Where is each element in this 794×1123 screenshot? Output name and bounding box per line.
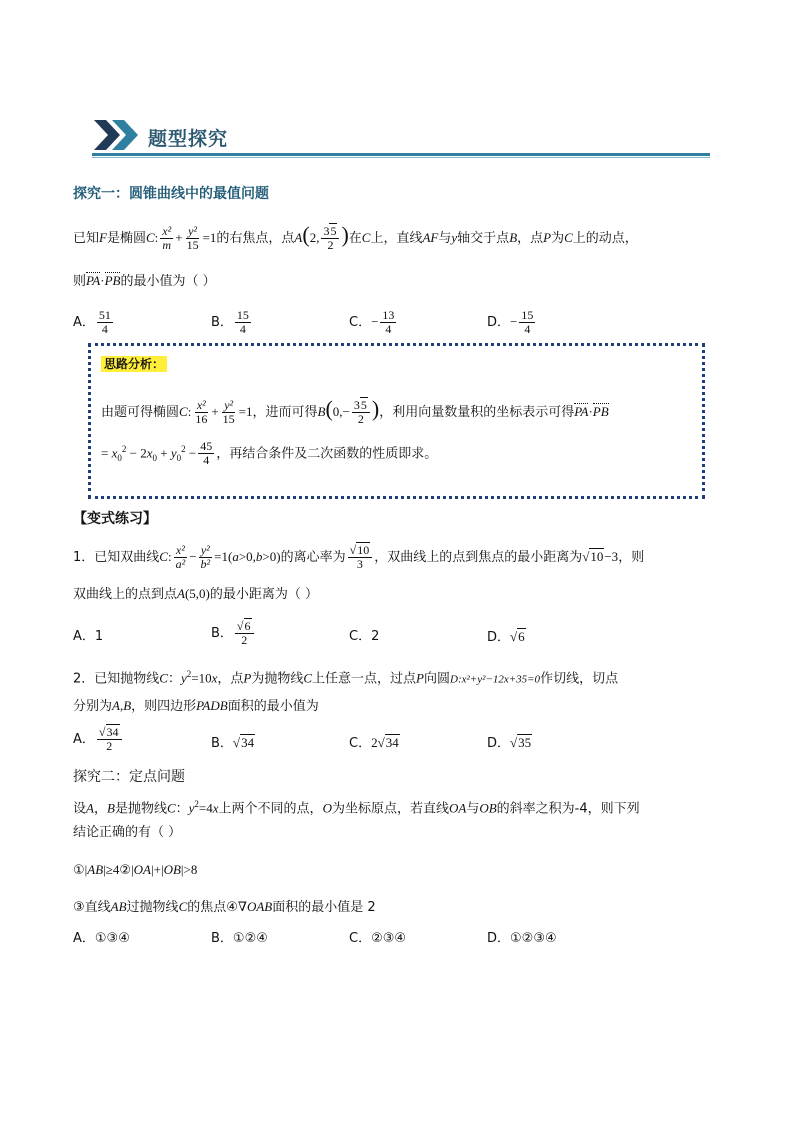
q2-option-c[interactable]: C．2√34 [349, 735, 399, 751]
section2-statements-1-2: ①|AB|≥4②|OA|+|OB|>8 [73, 862, 198, 878]
section2-option-b[interactable]: B．①②④ [211, 931, 268, 946]
option-d[interactable]: D．− $\frac{15}{4}$ [487, 308, 534, 336]
option-a[interactable]: A． $\frac{51}{4}$ [73, 308, 111, 336]
page-title: 题型探究 [148, 128, 229, 150]
option-b[interactable]: B． $\frac{15}{4}$ [211, 308, 249, 336]
q2-option-a[interactable]: A． $\frac{√34}{2}$ [73, 726, 124, 753]
double-chevron-icon [92, 116, 140, 154]
title-underline [92, 153, 710, 156]
section2-heading: 探究二：定点问题 [73, 769, 185, 785]
section2-option-a[interactable]: A．①③④ [73, 931, 130, 946]
section2-problem-line1: 设A，B是抛物线C：$y^2=4x$上两个不同的点，O为坐标原点，若直线OA与OB的斜率之积为-4，则下列 [73, 799, 640, 817]
q1-option-a[interactable]: A．1 [73, 629, 104, 644]
analysis-line2: = $x_0^2 - 2x_0 + y_0^2$ − $\frac{45}{4}$ ，再结合条件及二次函数的性质即求。 [101, 439, 438, 468]
q2-option-b[interactable]: B．√34 [211, 735, 255, 751]
q2-option-d[interactable]: D．√35 [487, 735, 532, 751]
section2-option-d[interactable]: D．①②③④ [487, 931, 557, 946]
practice-heading: 【变式练习】 [73, 511, 157, 527]
section2-statements-3-4: ③直线AB过抛物线C的焦点④∇OAB面积的最小值是 2 [73, 899, 376, 915]
section2-option-c[interactable]: C．②③④ [349, 931, 407, 946]
analysis-line1: 由题可得椭圆C: $\frac{\text{x²}}{16}$ + $\frac{\text{y²}}{15}$ =1，进而可得B(0,− $\frac{35}{2}$ )，利用向量数量积的坐标表示可得PA·PB [101, 396, 609, 426]
q2-line2: 分别为A,B，则四边形PADB面积的最小值为 [73, 698, 319, 714]
q1-line1: 1．已知双曲线C: $\frac{\text{x²}}{\text{a²}}$ − $\frac{\text{y²}}{\text{b²}}$ =1(a>0,b>0)的离心率为 $\frac{√10}{3}$ ，双曲线上的点到焦点的最小距离为√10−3，则 [73, 543, 645, 571]
option-c[interactable]: C．− $\frac{13}{4}$ [349, 308, 395, 336]
section2-problem-line2: 结论正确的有（ ） [73, 825, 182, 840]
analysis-tag: 思路分析： [101, 353, 167, 372]
q1-option-d[interactable]: D．√6 [487, 629, 525, 645]
section1-heading: 探究一：圆锥曲线中的最值问题 [73, 186, 269, 202]
q1-option-b[interactable]: B． $\frac{√6}{2}$ [211, 620, 256, 647]
q2-line1: 2．已知抛物线C：$y^2=10x$，点P为抛物线C上任意一点，过点P向圆D:x²+y²−12x+35=0作切线，切点 [73, 669, 619, 687]
title-underline-thin [92, 157, 710, 158]
section1-problem-line2: 则PA·PB的最小值为（ ） [73, 273, 216, 289]
q1-line2: 双曲线上的点到点A(5,0)的最小距离为（ ） [73, 586, 319, 602]
section1-problem-line1: 已知F是椭圆C: $\frac{\text{x²}}{m}$ + $\frac{\text{y²}}{15}$ =1的右焦点，点A(2, $\frac{35}{2}$ )在C上，直线AF与y轴交于点B，点P为C上的动点， [73, 222, 638, 252]
q1-option-c[interactable]: C．2 [349, 629, 380, 644]
